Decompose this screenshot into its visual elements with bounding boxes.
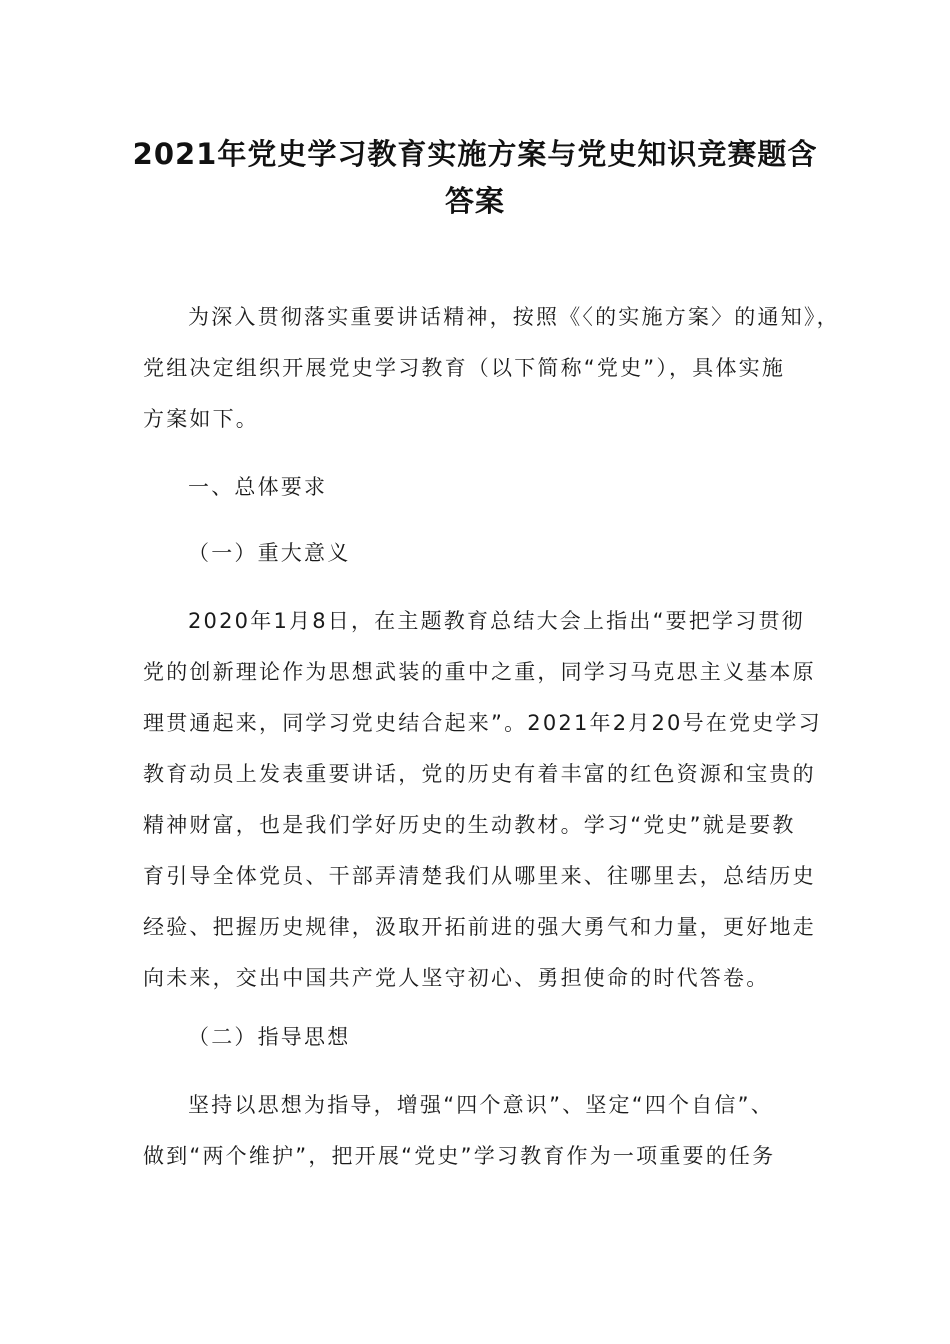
paragraph-line: 向未来，交出中国共产党人坚守初心、勇担使命的时代答卷。 xyxy=(143,966,770,990)
paragraph-line: 经验、把握历史规律，汲取开拓前进的强大勇气和力量，更好地走 xyxy=(143,915,816,939)
subsection-1-heading xyxy=(143,528,803,579)
document-title-line-2: 答案 xyxy=(444,184,505,218)
paragraph-line: 党组决定组织开展党史学习教育（以下简称“党史”），具体实施 xyxy=(143,356,786,380)
intro-paragraph xyxy=(143,292,840,445)
paragraph-line: 党的创新理论作为思想武装的重中之重，同学习马克思主义基本原 xyxy=(143,660,816,684)
paragraph-line: 精神财富，也是我们学好历史的生动教材。学习“党史”就是要教 xyxy=(143,813,796,837)
paragraph-line: 理贯通起来，同学习党史结合起来”。2021年2月20号在党史学习 xyxy=(143,711,822,735)
heading-text: 一、总体要求 xyxy=(188,475,328,499)
section-1-heading xyxy=(143,462,803,513)
paragraph-line: 坚持以思想为指导，增强“四个意识”、坚定“四个自信”、 xyxy=(188,1093,774,1117)
paragraph-line: 做到“两个维护”，把开展“党史”学习教育作为一项重要的任务 xyxy=(143,1144,776,1168)
subsection-1-paragraph xyxy=(143,596,822,1004)
heading-text: （一）重大意义 xyxy=(188,541,351,565)
paragraph-line: 为深入贯彻落实重要讲话精神，按照《〈的实施方案〉的通知》， xyxy=(188,305,840,329)
paragraph-line: 方案如下。 xyxy=(143,407,259,431)
paragraph-line: 育引导全体党员、干部弄清楚我们从哪里来、往哪里去，总结历史 xyxy=(143,864,816,888)
paragraph-line: 2020年1月8日，在主题教育总结大会上指出“要把学习贯彻 xyxy=(188,609,805,633)
subsection-2-heading xyxy=(143,1012,803,1063)
subsection-2-paragraph xyxy=(143,1080,803,1182)
paragraph-line: 教育动员上发表重要讲话，党的历史有着丰富的红色资源和宝贵的 xyxy=(143,762,816,786)
heading-text: （二）指导思想 xyxy=(188,1025,351,1049)
document-title-line-1: 2021年党史学习教育实施方案与党史知识竞赛题含 xyxy=(132,137,818,171)
